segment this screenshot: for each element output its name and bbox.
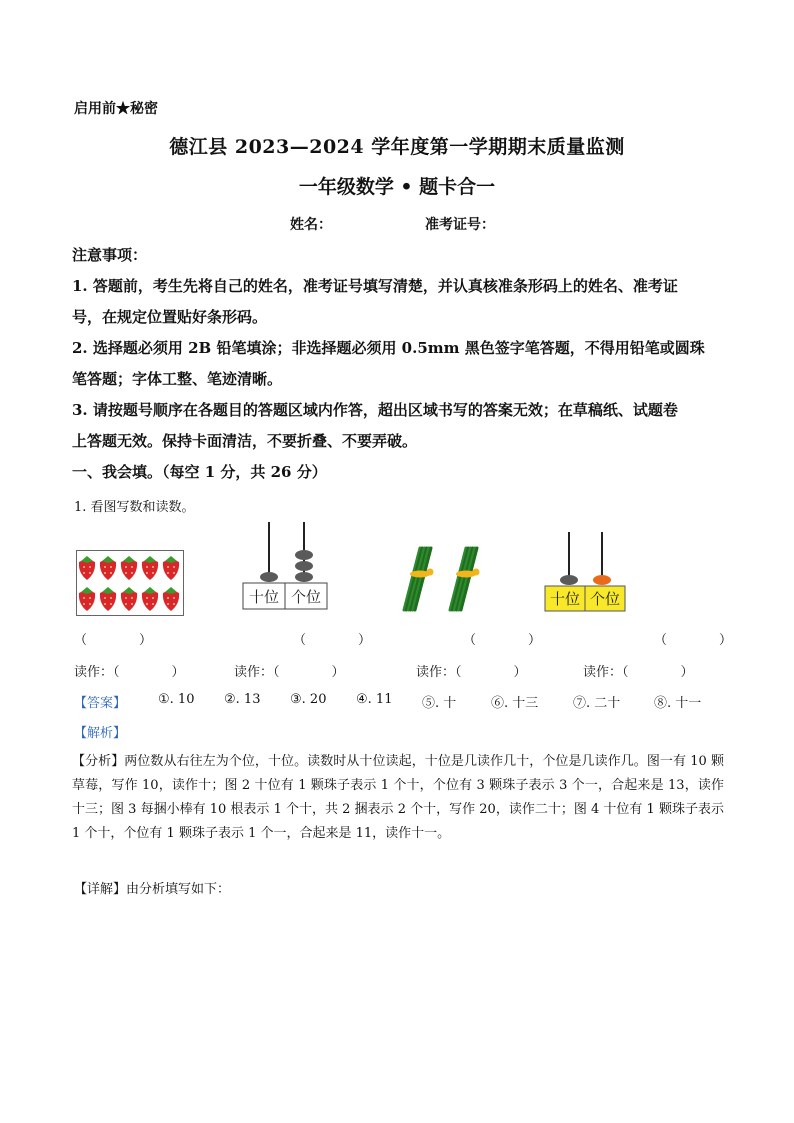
notice-block <box>72 240 728 488</box>
write-blank-4[interactable]: （ ） <box>654 633 733 648</box>
answer-6: ⑥. 十三 <box>491 696 539 711</box>
detail-paragraph <box>74 878 230 897</box>
analysis-paragraph <box>72 750 724 846</box>
answer-2: ②. 13 <box>224 692 261 707</box>
notice-item-2-line-1: 2. 选择题必须用 2B 铅笔填涂；非选择题必须用 0.5mm 黑色签字笔答题，不得用铅笔或圆珠 <box>72 339 705 357</box>
exam-subtitle: 一年级数学 • 题卡合一 <box>298 176 496 198</box>
answer-8: ⑧. 十一 <box>654 696 702 711</box>
question-1-text: 1. 看图写数和读数。 <box>74 500 195 515</box>
stick-bundle-icon <box>450 548 480 610</box>
strawberries-figure <box>76 550 184 616</box>
answer-7: ⑦. 二十 <box>573 696 621 711</box>
answer-4: ④. 11 <box>356 692 393 707</box>
name-label: 姓名： <box>290 217 332 233</box>
notice-item-3-line-1: 3. 请按题号顺序在各题目的答题区域内作答，超出区域书写的答案无效；在草稿纸、试题卷 <box>72 401 678 419</box>
notice-item-3-line-2: 上答题无效。保持卡面清洁，不要折叠、不要弄破。 <box>72 432 418 450</box>
notice-item-2-line-2: 笔答题；字体工整、笔迹清晰。 <box>72 370 283 388</box>
ones-bead <box>295 572 313 582</box>
answer-5: ⑤. 十 <box>422 696 457 711</box>
read-blank-1[interactable]: 读作：（ ） <box>74 665 185 680</box>
write-blank-3[interactable]: （ ） <box>463 633 542 648</box>
ones-label: 个位 <box>589 590 621 608</box>
detail-text: 由分析填写如下： <box>126 882 231 897</box>
detail-label: 【详解】 <box>74 882 127 897</box>
analysis-text: 两位数从右往左为个位，十位。读数时从十位读起，十位是几读作几十，个位是几读作几。图一有 10 颗草莓，写作 10，读作十；图 2 十位有 1 颗珠子表示 1 个十，个位有 3 颗珠子表示 3 个一，合起来是 13，读作十三；图 3 每捆小棒有 10 根表示 1 个十，共 2 捆表示 2 个十，写作 20，读作二十；图 4 十位有 1 颗珠子表示 1 个十，个位有 1 颗珠子表示 1 个一，合起来是 11，读作十一。 <box>72 754 724 841</box>
tens-label: 十位 <box>248 588 280 606</box>
abacus-11-figure <box>544 532 628 614</box>
ones-label: 个位 <box>290 588 322 606</box>
stick-bundle-icon <box>404 548 434 610</box>
tens-bead <box>560 575 578 585</box>
write-blank-2[interactable]: （ ） <box>293 633 372 648</box>
ones-bead <box>295 561 313 571</box>
ones-bead <box>295 550 313 560</box>
answer-1: ①. 10 <box>158 692 195 707</box>
exam-number-label: 准考证号： <box>425 217 495 233</box>
tens-label: 十位 <box>549 590 581 608</box>
abacus-13-figure <box>242 522 332 614</box>
parse-label: 【解析】 <box>74 726 127 741</box>
confidential-label: 启用前★秘密 <box>74 101 158 117</box>
read-blank-2[interactable]: 读作：（ ） <box>234 665 345 680</box>
stick-bundles-figure <box>398 544 490 614</box>
answer-3: ③. 20 <box>290 692 327 707</box>
read-blank-4[interactable]: 读作：（ ） <box>583 665 694 680</box>
notice-item-1-line-1: 1. 答题前，考生先将自己的姓名，准考证号填写清楚，并认真核准条形码上的姓名、准考证 <box>72 277 678 295</box>
write-blank-1[interactable]: （ ） <box>74 633 153 648</box>
analysis-label: 【分析】 <box>72 754 125 769</box>
exam-title: 德江县 2023—2024 学年度第一学期期末质量监测 <box>169 136 625 158</box>
read-blank-3[interactable]: 读作：（ ） <box>416 665 527 680</box>
notice-heading: 注意事项： <box>72 246 148 264</box>
section-1-heading: 一、我会填。（每空 1 分，共 26 分） <box>72 463 327 481</box>
notice-item-1-line-2: 号，在规定位置贴好条形码。 <box>72 308 268 326</box>
tens-bead <box>260 572 278 582</box>
answer-label: 【答案】 <box>74 696 127 711</box>
ones-bead <box>593 575 611 585</box>
